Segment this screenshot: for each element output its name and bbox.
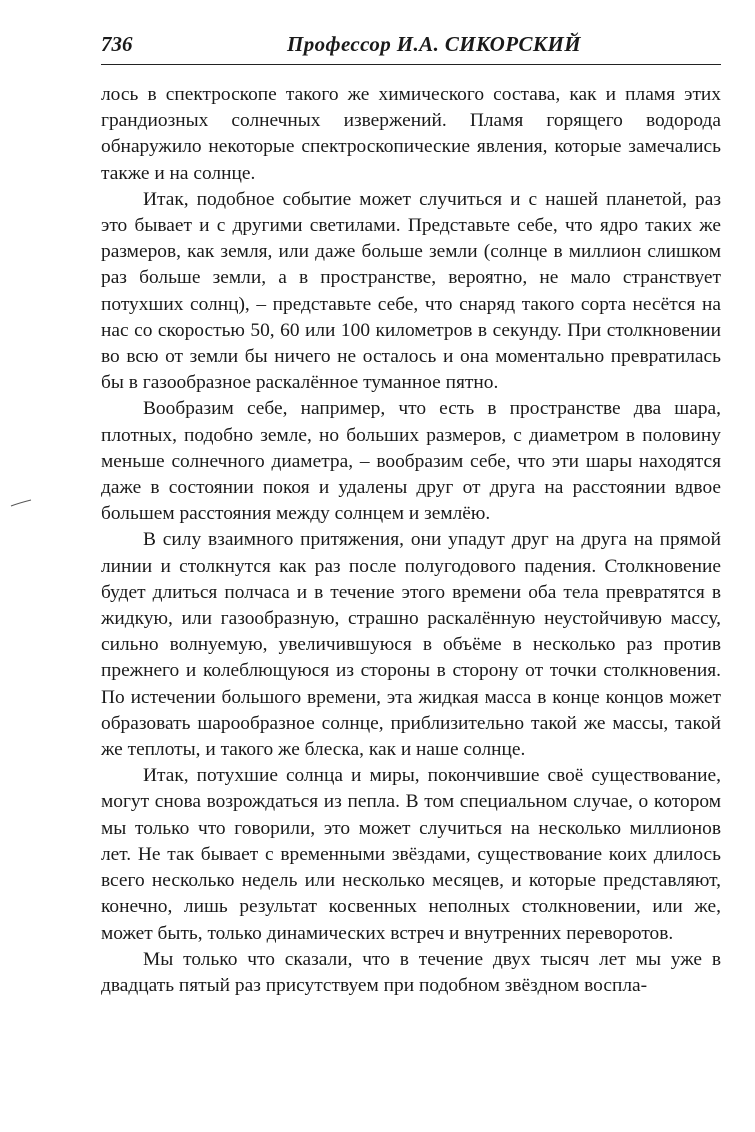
margin-pencil-mark [10, 498, 32, 508]
paragraph: Вообразим себе, например, что есть в пространстве два шара, плотных, подобно земле, но больших размеров, с диаметром в половину меньше солнечного диаметра, – вообразим себе, что эти шары находятся даже в состоянии покоя и удалены друг от друга на расстоянии вдвое большем расстояния между солнцем и землёю. [101, 398, 721, 525]
paragraph: Итак, потухшие солнца и миры, покончившие своё существование, могут снова возрождаться из пепла. В том специальном случае, о котором мы только что говорили, это может случиться на несколько миллионов лет. Не так бывает с временными звёздами, существование коих длилось всего несколько недель или несколько месяцев, и которые представляют, конечно, лишь результат косвенных неполных столкновении, или же, может быть, только динамических встреч и внутренних переворотов. [101, 765, 721, 944]
paragraph: В силу взаимного притяжения, они упадут друг на друга на прямой линии и столкнутся как раз после полугодового падения. Столкновение будет длиться полчаса и в течение этого времени оба тела превратятся в жидкую, или газообразную, страшно раскалённую неустойчивую массу, сильно волнуемую, увеличившуюся в объёме в несколько раз против прежнего и колеблющуюся из стороны в сторону от точки столкновения. По истечении большого времени, эта жидкая масса в конце концов может образовать шарообразное солнце, приблизительно такой же массы, такой же теплоты, и такого же блеска, как и наше солнце. [101, 529, 721, 761]
paragraph: Итак, подобное событие может случиться и с нашей планетой, раз это бывает и с другими светилами. Представьте себе, что ядро таких же размеров, как земля, или даже больше земли (солнце в миллион слишком раз больше земли, а в пространстве, вероятно, не мало странствует потухших солнц), – представьте себе, что снаряд такого сорта несётся на нас со скоростью 50, 60 или 100 километров в секунду. При столкновении во всю от земли бы ничего не осталось и она моментально превратилась бы в газообразное раскалённое туманное пятно. [101, 188, 721, 394]
page-number: 736 [101, 32, 133, 56]
body-text [101, 82, 721, 999]
page-header [101, 30, 721, 65]
paragraph: Мы только что сказали, что в течение двух тысяч лет мы уже в двадцать пятый раз присутствуем при подобном звёздном воспла- [101, 948, 721, 996]
running-head: Профессор И.А. СИКОРСКИЙ [287, 32, 581, 56]
paragraph: лось в спектроскопе такого же химического состава, как и пламя этих грандиозных солнечных извержений. Пламя горящего водорода обнаружило некоторые спектроскопические явления, которые замечались также и на солнце. [101, 84, 721, 184]
book-page [101, 30, 721, 999]
